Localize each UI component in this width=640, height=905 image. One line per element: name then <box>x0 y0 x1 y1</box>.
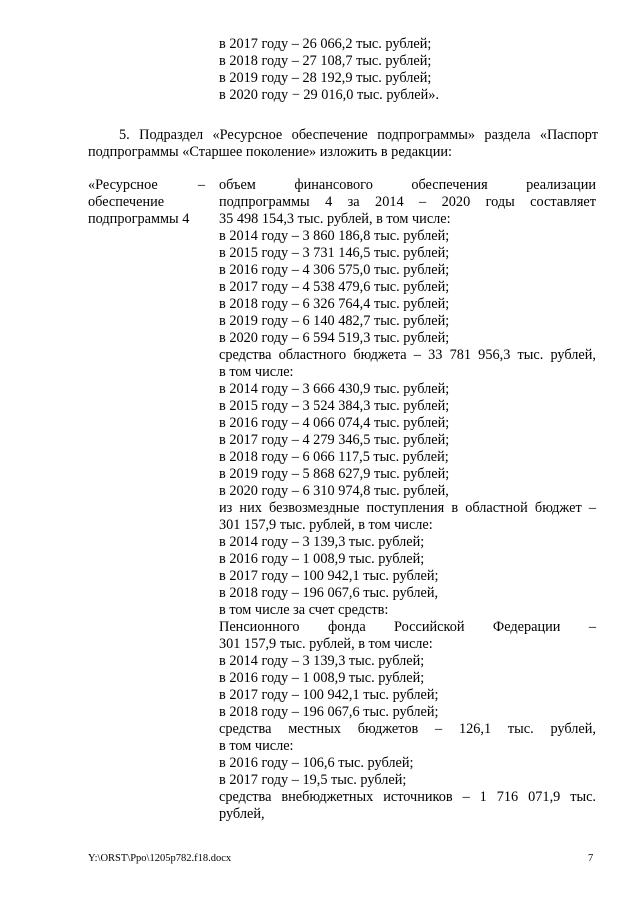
value-line: в 2016 году – 4 066 074,4 тыс. рублей; <box>219 415 450 431</box>
value-line: в 2016 году – 1 008,9 тыс. рублей; <box>219 670 425 686</box>
value-line: в 2015 году – 3 731 146,5 тыс. рублей; <box>219 245 450 261</box>
value-line: в 2019 году – 5 868 627,9 тыс. рублей; <box>219 466 450 482</box>
value-line: в том числе: <box>219 738 294 754</box>
value-line: средства областного бюджета – 33 781 956,3 тыс. рублей, <box>219 347 596 363</box>
value-line: в 2018 году – 6 326 764,4 тыс. рублей; <box>219 296 450 312</box>
label-resource: «Ресурсное <box>88 177 158 193</box>
value-line: 301 157,9 тыс. рублей, в том числе: <box>219 636 433 652</box>
value-line: в 2018 году – 196 067,6 тыс. рублей, <box>219 585 439 601</box>
value-line: в 2017 году – 100 942,1 тыс. рублей; <box>219 568 439 584</box>
value-line: 301 157,9 тыс. рублей, в том числе: <box>219 517 433 533</box>
table-label-cell <box>88 177 208 228</box>
amendment-paragraph <box>88 127 598 161</box>
value-line: в 2014 году – 3 139,3 тыс. рублей; <box>219 534 425 550</box>
value-line: в 2018 году – 6 066 117,5 тыс. рублей; <box>219 449 449 465</box>
value-line: объем финансового обеспечения реализации <box>219 177 596 193</box>
top-line: в 2020 году − 29 016,0 тыс. рублей». <box>219 87 440 103</box>
value-line: в 2016 году – 4 306 575,0 тыс. рублей; <box>219 262 450 278</box>
value-line: в 2014 году – 3 860 186,8 тыс. рублей; <box>219 228 450 244</box>
page-number: 7 <box>588 853 594 864</box>
label-subprogram: подпрограммы 4 <box>88 211 190 227</box>
value-line: в том числе: <box>219 364 294 380</box>
label-row-1 <box>88 177 205 194</box>
paragraph-line-2: подпрограммы «Старшее поколение» изложить в редакции: <box>88 144 452 160</box>
value-line: в 2016 году – 106,6 тыс. рублей; <box>219 755 414 771</box>
value-line: в том числе за счет средств: <box>219 602 389 618</box>
value-line: в 2020 году – 6 594 519,3 тыс. рублей; <box>219 330 450 346</box>
label-provision: обеспечение <box>88 194 165 210</box>
footer-file-path: Y:\ORST\Ppo\1205p782.f18.docx <box>88 853 232 864</box>
table-value-cell <box>219 177 596 823</box>
value-line: в 2018 году – 196 067,6 тыс. рублей; <box>219 704 439 720</box>
value-line: в 2016 году – 1 008,9 тыс. рублей; <box>219 551 425 567</box>
value-line: из них безвозмездные поступления в областной бюджет – <box>219 500 596 516</box>
value-line: в 2014 году – 3 666 430,9 тыс. рублей; <box>219 381 450 397</box>
value-line: в 2017 году – 4 538 479,6 тыс. рублей; <box>219 279 450 295</box>
top-lines <box>219 36 439 104</box>
value-line: в 2020 году – 6 310 974,8 тыс. рублей, <box>219 483 449 499</box>
value-line: 35 498 154,3 тыс. рублей, в том числе: <box>219 211 451 227</box>
value-line: Пенсионного фонда Российской Федерации – <box>219 619 596 635</box>
label-dash: – <box>197 177 205 193</box>
value-line: средства внебюджетных источников – 1 716 071,9 тыс. рублей, <box>219 789 596 822</box>
value-line: подпрограммы 4 за 2014 – 2020 годы составляет <box>219 194 596 210</box>
value-line: в 2015 году – 3 524 384,3 тыс. рублей; <box>219 398 450 414</box>
top-line: в 2019 году – 28 192,9 тыс. рублей; <box>219 70 432 86</box>
value-line: в 2017 году – 100 942,1 тыс. рублей; <box>219 687 439 703</box>
value-line: в 2014 году – 3 139,3 тыс. рублей; <box>219 653 425 669</box>
top-line: в 2018 году – 27 108,7 тыс. рублей; <box>219 53 432 69</box>
top-line: в 2017 году – 26 066,2 тыс. рублей; <box>219 36 432 52</box>
value-line: средства местных бюджетов – 126,1 тыс. рублей, <box>219 721 596 737</box>
paragraph-line-1: 5. Подраздел «Ресурсное обеспечение подпрограммы» раздела «Паспорт <box>119 127 598 143</box>
value-line: в 2017 году – 19,5 тыс. рублей; <box>219 772 407 788</box>
value-line: в 2017 году – 4 279 346,5 тыс. рублей; <box>219 432 450 448</box>
value-line: в 2019 году – 6 140 482,7 тыс. рублей; <box>219 313 450 329</box>
